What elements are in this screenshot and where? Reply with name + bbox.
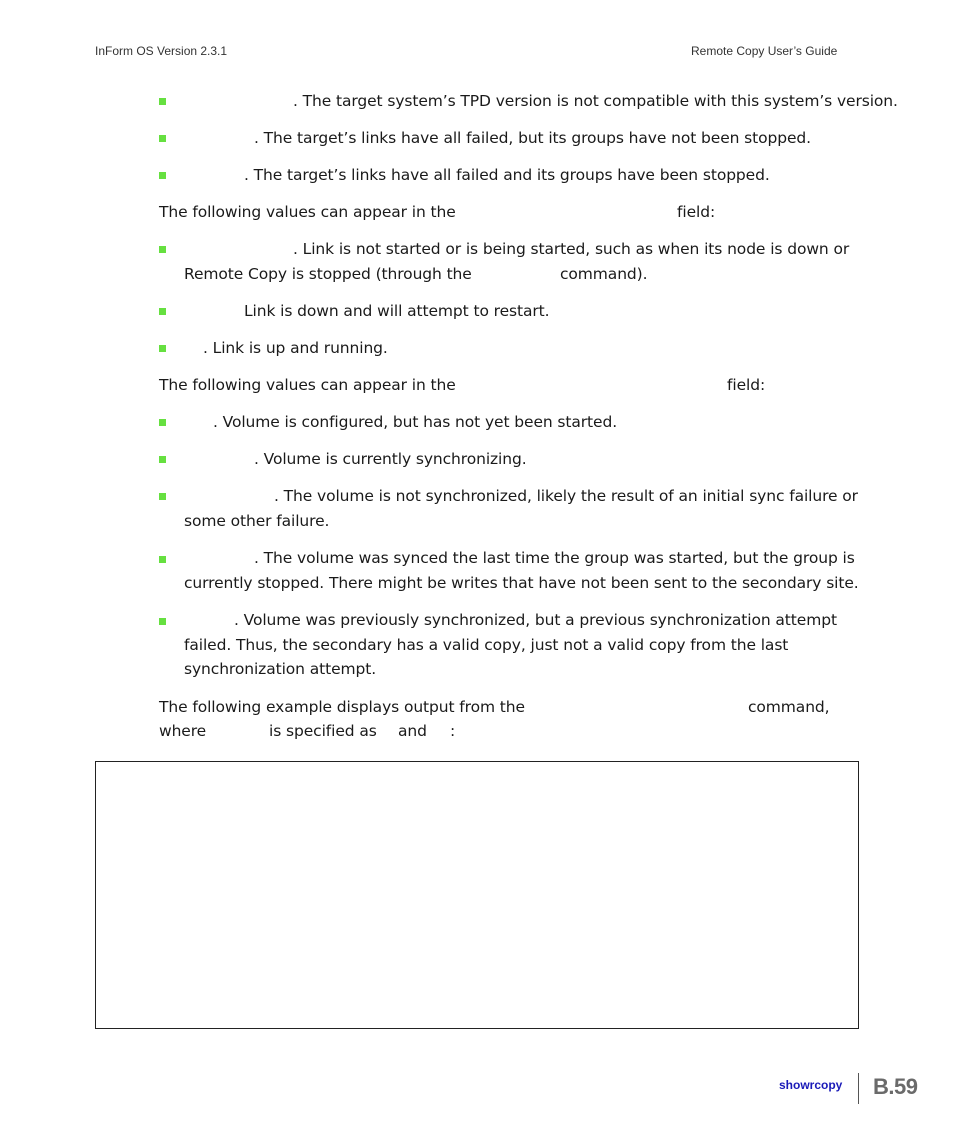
bullet-marker (159, 456, 166, 463)
bullet-text-2: . The target’s links have all failed, but its groups have not been stopped. (254, 129, 811, 147)
paragraph-1-end: field: (677, 203, 716, 221)
bullet-text-8: . Volume is currently synchronizing. (254, 450, 527, 468)
bullet-text-6: . Link is up and running. (203, 339, 388, 357)
bullet-marker (159, 618, 166, 625)
bullet-text-10-cont: currently stopped. There might be writes that have not been sent to the secondary site. (184, 574, 859, 592)
paragraph-3-end: command, (748, 698, 830, 716)
bullet-marker (159, 493, 166, 500)
bullet-text-4: . Link is not started or is being started, such as when its node is down or (293, 240, 850, 258)
bullet-text-5: Link is down and will attempt to restart. (244, 302, 550, 320)
header-right: Remote Copy User’s Guide (691, 44, 838, 58)
paragraph-3-and: and (398, 722, 427, 740)
bullet-text-3: . The target’s links have all failed and its groups have been stopped. (244, 166, 770, 184)
bullet-marker (159, 246, 166, 253)
example-output-box (95, 761, 859, 1029)
bullet-text-7: . Volume is configured, but has not yet been started. (213, 413, 618, 431)
bullet-text-1: . The target system’s TPD version is not compatible with this system’s version. (293, 92, 898, 110)
page-number: B.59 (873, 1074, 918, 1099)
bullet-marker (159, 172, 166, 179)
paragraph-1-start: The following values can appear in the (159, 203, 456, 221)
paragraph-3-where: where (159, 722, 207, 740)
paragraph-2-start: The following values can appear in the (159, 376, 456, 394)
header-left: InForm OS Version 2.3.1 (95, 44, 228, 58)
bullet-text-4-cont: Remote Copy is stopped (through the (184, 265, 472, 283)
bullet-text-10: . The volume was synced the last time the group was started, but the group is (254, 549, 855, 567)
bullet-text-4-end: command). (560, 265, 648, 283)
paragraph-3-specified: is specified as (269, 722, 377, 740)
bullet-marker (159, 419, 166, 426)
bullet-marker (159, 135, 166, 142)
bullet-marker (159, 556, 166, 563)
bullet-text-9-cont: some other failure. (184, 512, 330, 530)
bullet-marker (159, 345, 166, 352)
footer-section-label: showrcopy (779, 1078, 843, 1092)
bullet-text-11-cont: failed. Thus, the secondary has a valid copy, just not a valid copy from the last (184, 636, 789, 654)
paragraph-2-end: field: (727, 376, 766, 394)
bullet-marker (159, 98, 166, 105)
bullet-marker (159, 308, 166, 315)
bullet-text-11: . Volume was previously synchronized, but a previous synchronization attempt (234, 611, 837, 629)
bullet-text-11-cont-2: synchronization attempt. (184, 660, 377, 678)
paragraph-3-colon: : (450, 722, 456, 740)
paragraph-3-start: The following example displays output from the (159, 698, 525, 716)
footer-divider (858, 1073, 859, 1104)
bullet-text-9: . The volume is not synchronized, likely the result of an initial sync failure or (274, 487, 858, 505)
